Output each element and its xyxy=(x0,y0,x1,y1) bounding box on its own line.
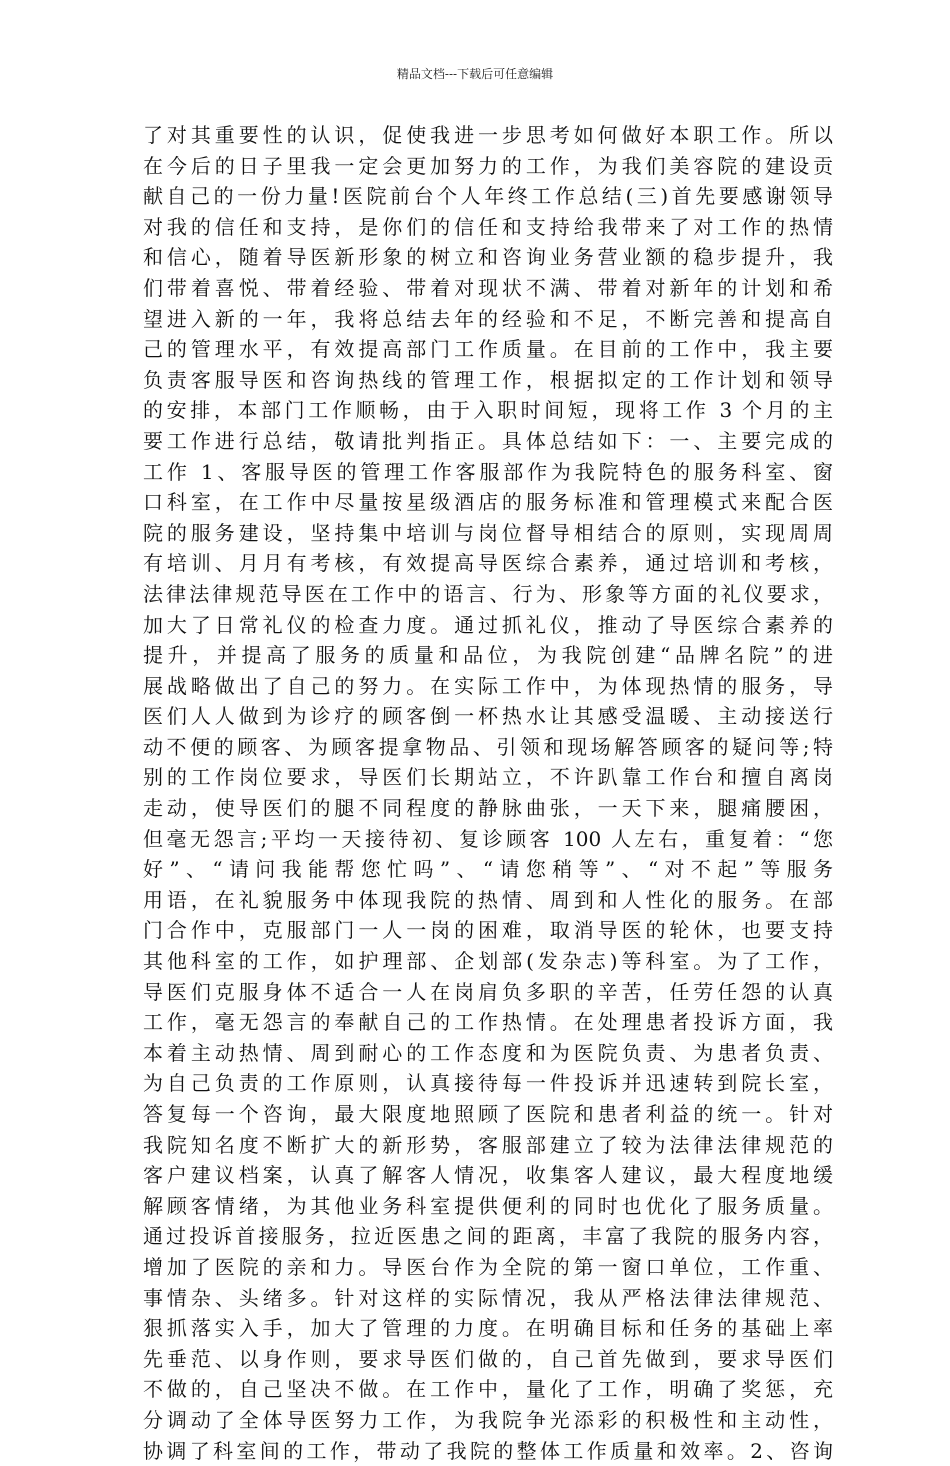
text-line: 狠抓落实入手，加大了管理的力度。在明确目标和任务的基础上率 xyxy=(143,1316,833,1341)
text-line: 导医们克服身体不适合一人在岗肩负多职的辛苦，任劳任怨的认真 xyxy=(143,979,833,1004)
text-line: 提升，并提高了服务的质量和品位，为我院创建“品牌名院”的进 xyxy=(143,643,833,668)
text-line: 动不便的顾客、为顾客提拿物品、引领和现场解答顾客的疑问等;特 xyxy=(143,734,833,759)
text-line: 对我的信任和支持，是你们的信任和支持给我带来了对工作的热情 xyxy=(143,214,833,239)
text-line: 先垂范、以身作则，要求导医们做的，自己首先做到，要求导医们 xyxy=(143,1346,833,1371)
text-line: 本着主动热情、周到耐心的工作态度和为医院负责、为患者负责、 xyxy=(143,1040,833,1065)
text-line: 走动，使导医们的腿不同程度的静脉曲张，一天下来，腿痛腰困， xyxy=(143,796,833,821)
text-line: 展战略做出了自己的努力。在实际工作中，为体现热情的服务，导 xyxy=(143,673,833,698)
text-line: 口科室，在工作中尽量按星级酒店的服务标准和管理模式来配合医 xyxy=(143,490,833,515)
text-line: 有培训、月月有考核，有效提高导医综合素养，通过培训和考核， xyxy=(143,551,833,576)
text-line: 了对其重要性的认识，促使我进一步思考如何做好本职工作。所以 xyxy=(143,123,833,147)
text-line: 工作 1、客服导医的管理工作客服部作为我院特色的服务科室、窗 xyxy=(143,459,833,484)
text-line: 增加了医院的亲和力。导医台作为全院的第一窗口单位，工作重、 xyxy=(143,1254,833,1279)
text-line: 法律法律规范导医在工作中的语言、行为、形象等方面的礼仪要求， xyxy=(143,581,833,606)
text-line: 和信心，随着导医新形象的树立和咨询业务营业额的稳步提升，我 xyxy=(143,245,833,270)
text-line: 们带着喜悦、带着经验、带着对现状不满、带着对新年的计划和希 xyxy=(143,275,833,300)
text-line: 但毫无怨言;平均一天接待初、复诊顾客 100 人左右，重复着：“您 xyxy=(143,826,833,851)
text-line: 望进入新的一年，我将总结去年的经验和不足，不断完善和提高自 xyxy=(143,306,833,331)
text-line: 好”、“请问我能帮您忙吗”、“请您稍等”、“对不起”等服务 xyxy=(143,857,833,882)
text-line: 其他科室的工作，如护理部、企划部(发杂志)等科室。为了工作， xyxy=(143,949,833,974)
text-line: 门合作中，克服部门一人一岗的困难，取消导医的轮休，也要支持 xyxy=(143,918,833,943)
text-line: 献自己的一份力量!医院前台个人年终工作总结(三)首先要感谢领导 xyxy=(143,184,833,209)
text-line: 我院知名度不断扩大的新形势，客服部建立了较为法律法律规范的 xyxy=(143,1132,833,1157)
text-line: 别的工作岗位要求，导医们长期站立，不许趴靠工作台和擅自离岗 xyxy=(143,765,833,790)
text-line: 通过投诉首接服务，拉近医患之间的距离，丰富了我院的服务内容， xyxy=(143,1224,833,1249)
text-line: 的安排，本部门工作顺畅，由于入职时间短，现将工作 3 个月的主 xyxy=(143,398,833,423)
text-line: 要工作进行总结，敬请批判指正。具体总结如下：一、主要完成的 xyxy=(143,428,833,453)
text-line: 客户建议档案，认真了解客人情况，收集客人建议，最大程度地缓 xyxy=(143,1163,833,1188)
text-line: 在今后的日子里我一定会更加努力的工作，为我们美容院的建设贡 xyxy=(143,153,833,178)
text-line: 负责客服导医和咨询热线的管理工作，根据拟定的工作计划和领导 xyxy=(143,367,833,392)
text-line: 工作，毫无怨言的奉献自己的工作热情。在处理患者投诉方面，我 xyxy=(143,1010,833,1035)
text-line: 解顾客情绪，为其他业务科室提供便利的同时也优化了服务质量。 xyxy=(143,1193,833,1218)
text-line: 院的服务建设，坚持集中培训与岗位督导相结合的原则，实现周周 xyxy=(143,520,833,545)
text-line: 用语，在礼貌服务中体现我院的热情、周到和人性化的服务。在部 xyxy=(143,887,833,912)
text-line: 加大了日常礼仪的检查力度。通过抓礼仪，推动了导医综合素养的 xyxy=(143,612,833,637)
body-text xyxy=(143,120,833,1466)
text-line: 事情杂、头绪多。针对这样的实际情况，我从严格法律法律规范、 xyxy=(143,1285,833,1310)
text-line: 己的管理水平，有效提高部门工作质量。在目前的工作中，我主要 xyxy=(143,337,833,362)
text-line: 医们人人做到为诊疗的顾客倒一杯热水让其感受温暖、主动接送行 xyxy=(143,704,833,729)
page-header: 精品文档---下载后可任意编辑 xyxy=(396,67,554,81)
text-line: 不做的，自己坚决不做。在工作中，量化了工作，明确了奖惩，充 xyxy=(143,1377,833,1402)
text-line: 分调动了全体导医努力工作，为我院争光添彩的积极性和主动性， xyxy=(143,1407,833,1432)
text-line: 为自己负责的工作原则，认真接待每一件投诉并迅速转到院长室， xyxy=(143,1071,833,1096)
text-line: 协调了科室间的工作，带动了我院的整体工作质量和效率。2、咨询 xyxy=(143,1438,833,1463)
text-line: 答复每一个咨询，最大限度地照顾了医院和患者利益的统一。针对 xyxy=(143,1102,833,1126)
